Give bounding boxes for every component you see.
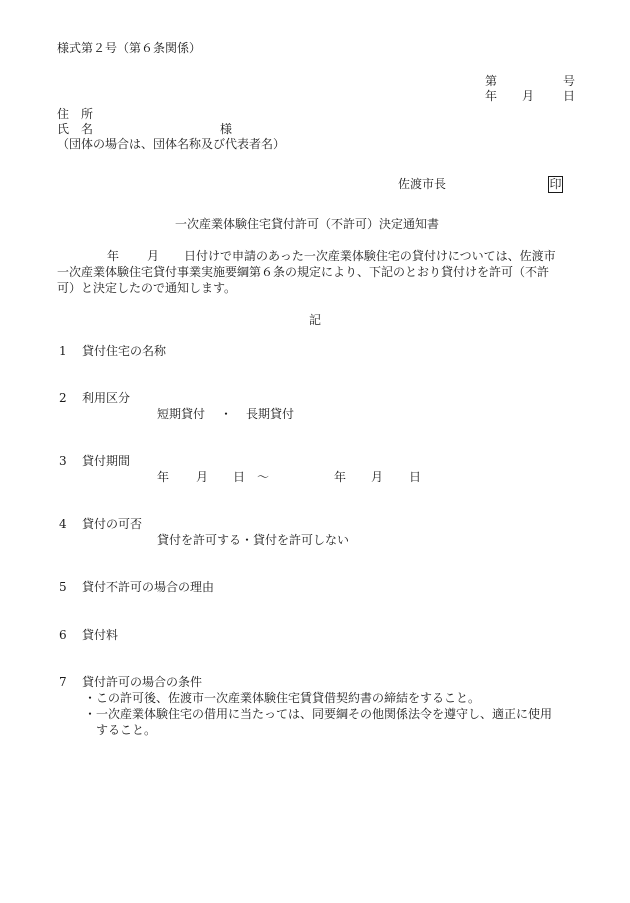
group-note: （団体の場合は、団体名称及び代表者名）: [57, 137, 286, 151]
item-2-short-term: 短期貸付: [157, 407, 206, 421]
item-7-label: 貸付許可の場合の条件: [82, 675, 203, 689]
doc-number-go: 号: [563, 74, 576, 88]
body-line2: 一次産業体験住宅貸付事業実施要綱第６条の規定により、下記のとおり貸付けを許可（不許: [57, 265, 550, 279]
item-2-label: 利用区分: [82, 391, 131, 405]
address-label: 住 所: [57, 107, 94, 121]
doc-number-dai: 第: [485, 74, 498, 88]
item-3-tilde: ～: [257, 470, 270, 484]
item-5-number: 5: [59, 580, 67, 594]
item-3-end-day: 日: [409, 470, 422, 484]
item-4-value: 貸付を許可する・貸付を許可しない: [157, 533, 350, 547]
item-6-number: 6: [59, 628, 67, 642]
item-3-start-month: 月: [196, 470, 209, 484]
item-3-end-month: 月: [371, 470, 384, 484]
body-line1: 日付けで申請のあった一次産業体験住宅の貸付けについては、佐渡市: [184, 249, 556, 263]
item-3-label: 貸付期間: [82, 454, 131, 468]
item-3-start-day: 日: [233, 470, 246, 484]
date-day: 日: [563, 89, 576, 103]
body-year: 年: [107, 249, 120, 263]
item-1-number: 1: [59, 344, 67, 358]
document-title: 一次産業体験住宅貸付許可（不許可）決定通知書: [175, 217, 440, 231]
ki-heading: 記: [309, 313, 322, 327]
sama-label: 様: [220, 122, 233, 136]
item-4-label: 貸付の可否: [82, 517, 143, 531]
form-label: 様式第２号（第６条関係）: [57, 41, 202, 55]
item-7-condition-2-cont: すること。: [96, 723, 157, 737]
item-2-separator: ・: [220, 407, 233, 421]
item-7-number: 7: [59, 675, 67, 689]
item-4-number: 4: [59, 517, 67, 531]
seal-mark: 印: [549, 177, 562, 191]
item-3-number: 3: [59, 454, 67, 468]
item-7-condition-1: ・この許可後、佐渡市一次産業体験住宅賃貸借契約書の締結をすること。: [84, 691, 481, 705]
item-6-label: 貸付料: [82, 628, 119, 642]
body-month: 月: [147, 249, 160, 263]
body-line3: 可）と決定したので通知します。: [57, 281, 237, 295]
date-month: 月: [522, 89, 535, 103]
item-2-number: 2: [59, 391, 67, 405]
item-7-condition-2: ・一次産業体験住宅の借用に当たっては、同要綱その他関係法令を遵守し、適正に使用: [84, 707, 553, 721]
item-5-label: 貸付不許可の場合の理由: [82, 580, 215, 594]
item-2-long-term: 長期貸付: [246, 407, 295, 421]
item-3-start-year: 年: [157, 470, 170, 484]
item-3-end-year: 年: [334, 470, 347, 484]
name-label: 氏 名: [57, 122, 94, 136]
item-1-label: 貸付住宅の名称: [82, 344, 167, 358]
issuer-title: 佐渡市長: [398, 177, 447, 191]
date-year: 年: [485, 89, 498, 103]
